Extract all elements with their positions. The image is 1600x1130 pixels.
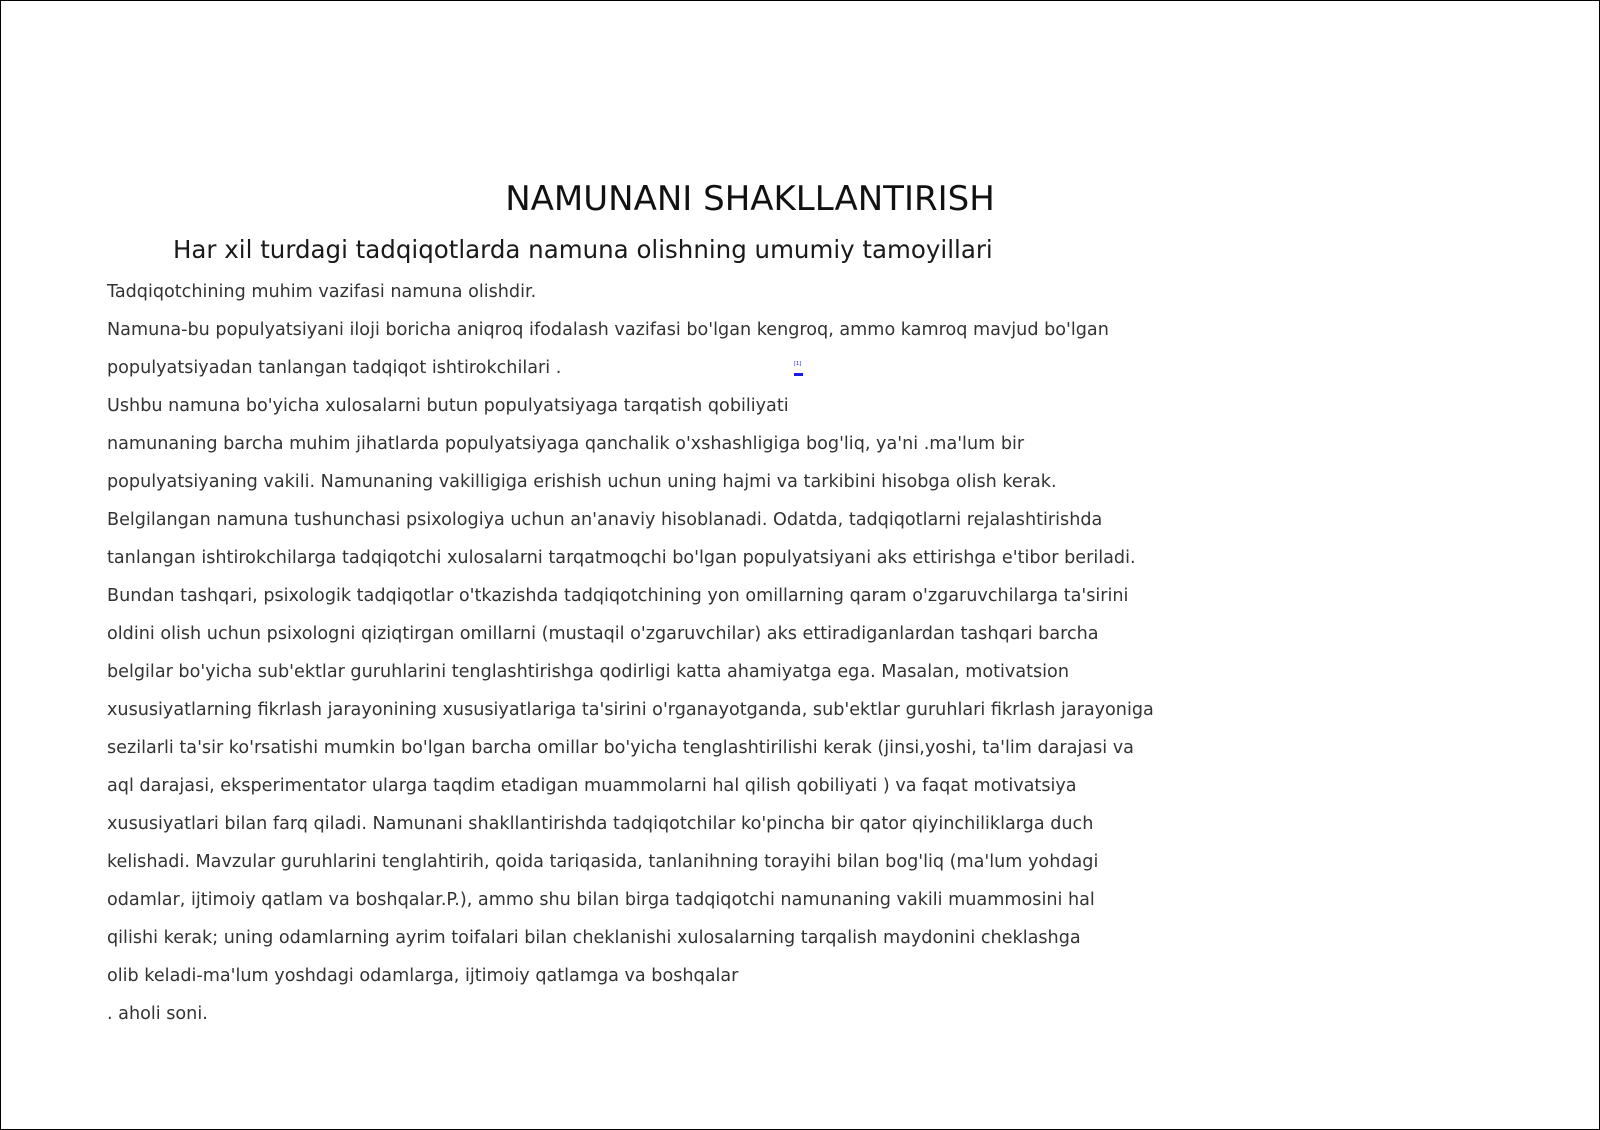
section-subtitle: Har xil turdagi tadqiqotlarda namuna olishning umumiy tamoyillari — [173, 235, 993, 264]
text-line: tanlangan ishtirokchilarga tadqiqotchi xulosalarni tarqatmoqchi bo'lgan populyatsiyani aks ettirishga e'tibor beriladi. — [107, 548, 1136, 568]
text-line: oldini olish uchun psixologni qiziqtirgan omillarni (mustaqil o'zgaruvchilar) aks ettiradiganlardan tashqari barcha — [107, 624, 1099, 644]
text-line: Bundan tashqari, psixologik tadqiqotlar o'tkazishda tadqiqotchining yon omillarning qaram o'zgaruvchilarga ta'sirini — [107, 586, 1129, 606]
footnote-number: [1] — [794, 361, 802, 367]
body-text — [107, 277, 1277, 1037]
text-line: Tadqiqotchining muhim vazifasi namuna olishdir. — [107, 282, 537, 302]
page-title: NAMUNANI SHAKLLANTIRISH — [505, 179, 995, 219]
text-line: xususiyatlari bilan farq qiladi. Namunani shakllantirishda tadqiqotchilar ko'pincha bir qator qiyinchiliklarga duch — [107, 814, 1094, 834]
text-line: namunaning barcha muhim jihatlarda populyatsiyaga qanchalik o'xshashligiga bog'liq, ya'ni .ma'lum bir — [107, 434, 1025, 454]
footnote-underline — [794, 373, 803, 376]
text-line: sezilarli ta'sir ko'rsatishi mumkin bo'lgan barcha omillar bo'yicha tenglashtirilishi kerak (jinsi,yoshi, ta'lim darajasi va — [107, 738, 1134, 758]
text-line: populyatsiyaning vakili. Namunaning vakilligiga erishish uchun uning hajmi va tarkibini hisobga olish kerak. — [107, 472, 1057, 492]
text-line: aql darajasi, eksperimentator ularga taqdim etadigan muammolarni hal qilish qobiliyati ) va faqat motivatsiya — [107, 776, 1077, 796]
text-line: qilishi kerak; uning odamlarning ayrim toifalari bilan cheklanishi xulosalarning tarqalish maydonini cheklashga — [107, 928, 1081, 948]
text-line: olib keladi-ma'lum yoshdagi odamlarga, ijtimoiy qatlamga va boshqalar — [107, 966, 739, 986]
text-line: Ushbu namuna bo'yicha xulosalarni butun populyatsiyaga tarqatish qobiliyati — [107, 396, 789, 416]
text-line: xususiyatlarning fikrlash jarayonining xususiyatlariga ta'sirini o'rganayotganda, sub'ektlar guruhlari fikrlash jarayoniga — [107, 700, 1154, 720]
text-line: Namuna-bu populyatsiyani iloji boricha aniqroq ifodalash vazifasi bo'lgan kengroq, ammo kamroq mavjud bo'lgan — [107, 320, 1109, 340]
text-line: belgilar bo'yicha sub'ektlar guruhlarini tenglashtirishga qodirligi katta ahamiyatga ega. Masalan, motivatsion — [107, 662, 1069, 682]
footnote-link[interactable] — [794, 361, 804, 381]
text-line: populyatsiyadan tanlangan tadqiqot ishtirokchilari . — [107, 358, 562, 378]
text-line: Belgilangan namuna tushunchasi psixologiya uchun an'anaviy hisoblanadi. Odatda, tadqiqotlarni rejalashtirishda — [107, 510, 1103, 530]
text-line: odamlar, ijtimoiy qatlam va boshqalar.P.), ammo shu bilan birga tadqiqotchi namunaning vakili muammosini hal — [107, 890, 1095, 910]
text-line: . aholi soni. — [107, 1004, 208, 1024]
text-line: kelishadi. Mavzular guruhlarini tenglahtirih, qoida tariqasida, tanlanihning torayihi bilan bog'liq (ma'lum yohdagi — [107, 852, 1099, 872]
